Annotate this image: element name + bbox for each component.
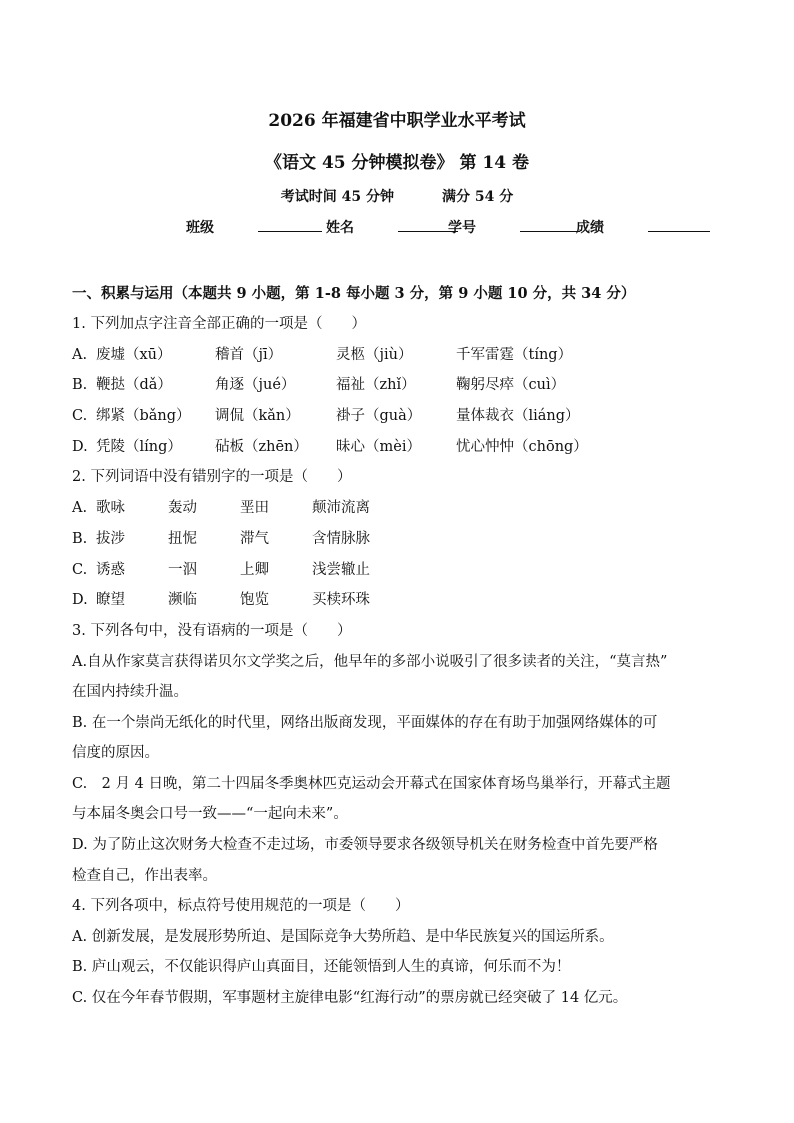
exam-subtitle: 《语文 45 分钟模拟卷》 第 14 卷 [265, 153, 529, 173]
exam-score: 满分 54 分 [442, 189, 514, 205]
exam-title: 2026 年福建省中职学业水平考试 [268, 111, 526, 131]
student-id-field[interactable]: 学号 [448, 217, 476, 237]
q3-option-a-line2: 在国内持续升温。 [72, 684, 188, 700]
class-field[interactable]: 班级 [186, 217, 214, 237]
q3-option-c-line1: C. 2 月 4 日晚，第二十四届冬季奥林匹克运动会开幕式在国家体育场鸟巢举行，开幕式主题 [72, 776, 671, 792]
q1-stem: 1. 下列加点字注音全部正确的一项是（ ） [72, 316, 366, 332]
exam-time: 考试时间 45 分钟 [280, 189, 394, 205]
q3-option-b-line2: 信度的原因。 [72, 745, 159, 761]
exam-page: 2026 年福建省中职学业水平考试 《语文 45 分钟模拟卷》 第 14 卷 考试时间 45 分钟 满分 54 分 班级 姓名 学号 成绩 一、积累与运用（本题共 9 小题，第 1-8 每小题 3 分，第 9 小题 10 分，共 34 分） 1. 下列加点字注音全部正确的一项是（ ） A. 废墟（xū） 稽首（jī） 灵柩（jiù） 千军雷霆（tíng） B. 鞭挞（dǎ） 角逐（jué） 福祉（zhǐ） 鞠躬尽瘁（cuì） C. 绑紧（bǎng） 调侃（kǎn） 褂子（guà） 量体裁衣（liáng） D. 凭陵（líng） 砧板（zhēn） 昧心（mèi） 忧心忡忡（chōng） 2. 下列词语中没有错别字的一项是（ ） A. 歌咏 轰动 垩田 颠沛流离 B. 拔涉 扭怩 滞气 含情脉脉 C. 诱惑 一泅 上卿 浅尝辙止 D. 瞭望 濒临 饱览 买椟环珠 3. 下列各句中，没有语病的一项是（ ） A.自从作家莫言获得诺贝尔文学奖之后，他早年的多部小说吸引了很多读者的关注，“莫言热” 在国内持续升温。 B. 在一个崇尚无纸化的时代里，网络出版商发现，平面媒体的存在有助于加强网络媒体的可 信度的原因。 C. 2 月 4 日晚，第二十四届冬季奥林匹克运动会开幕式在国家体育场鸟巢举行，开幕式主题 与本届冬奥会口号一致——“一起向未来”。 D. 为了防止这次财务大检查不走过场，市委领导要求各级领导机关在财务检查中首先要严格 检查自己，作出表率。 4. 下列各项中，标点符号使用规范的一项是（ ） A. 创新发展，是发展形势所迫、是国际竞争大势所趋、是中华民族复兴的国运所系。 B. 庐山观云，不仅能识得庐山真面目，还能领悟到人生的真谛，何乐而不为！ C. 仅在今年春节假期，军事题材主旋律电影“红海行动”的票房就已经突破了 14 亿元。 [0, 0, 794, 1123]
q4-option-b: B. 庐山观云，不仅能识得庐山真面目，还能领悟到人生的真谛，何乐而不为！ [72, 959, 571, 975]
q3-option-d-line1: D. 为了防止这次财务大检查不走过场，市委领导要求各级领导机关在财务检查中首先要严格 [72, 837, 658, 853]
q3-option-a-line1: A.自从作家莫言获得诺贝尔文学奖之后，他早年的多部小说吸引了很多读者的关注，“莫言热” [72, 654, 668, 670]
q4-option-c: C. 仅在今年春节假期，军事题材主旋律电影“红海行动”的票房就已经突破了 14 亿元。 [72, 990, 628, 1006]
q3-option-c-line2: 与本届冬奥会口号一致——“一起向未来”。 [72, 806, 348, 822]
name-field[interactable]: 姓名 [326, 217, 354, 237]
q3-option-d-line2: 检查自己，作出表率。 [72, 868, 217, 884]
q2-stem: 2. 下列词语中没有错别字的一项是（ ） [72, 469, 352, 485]
grade-field[interactable]: 成绩 [576, 217, 604, 237]
q4-stem: 4. 下列各项中，标点符号使用规范的一项是（ ） [72, 898, 410, 914]
section-heading: 一、积累与运用（本题共 9 小题，第 1-8 每小题 3 分，第 9 小题 10 分，共 34 分） [72, 285, 636, 302]
q4-option-a: A. 创新发展，是发展形势所迫、是国际竞争大势所趋、是中华民族复兴的国运所系。 [72, 929, 614, 945]
q3-option-b-line1: B. 在一个崇尚无纸化的时代里，网络出版商发现，平面媒体的存在有助于加强网络媒体的可 [72, 715, 658, 731]
exam-info [0, 186, 794, 206]
q3-stem: 3. 下列各句中，没有语病的一项是（ ） [72, 623, 352, 639]
